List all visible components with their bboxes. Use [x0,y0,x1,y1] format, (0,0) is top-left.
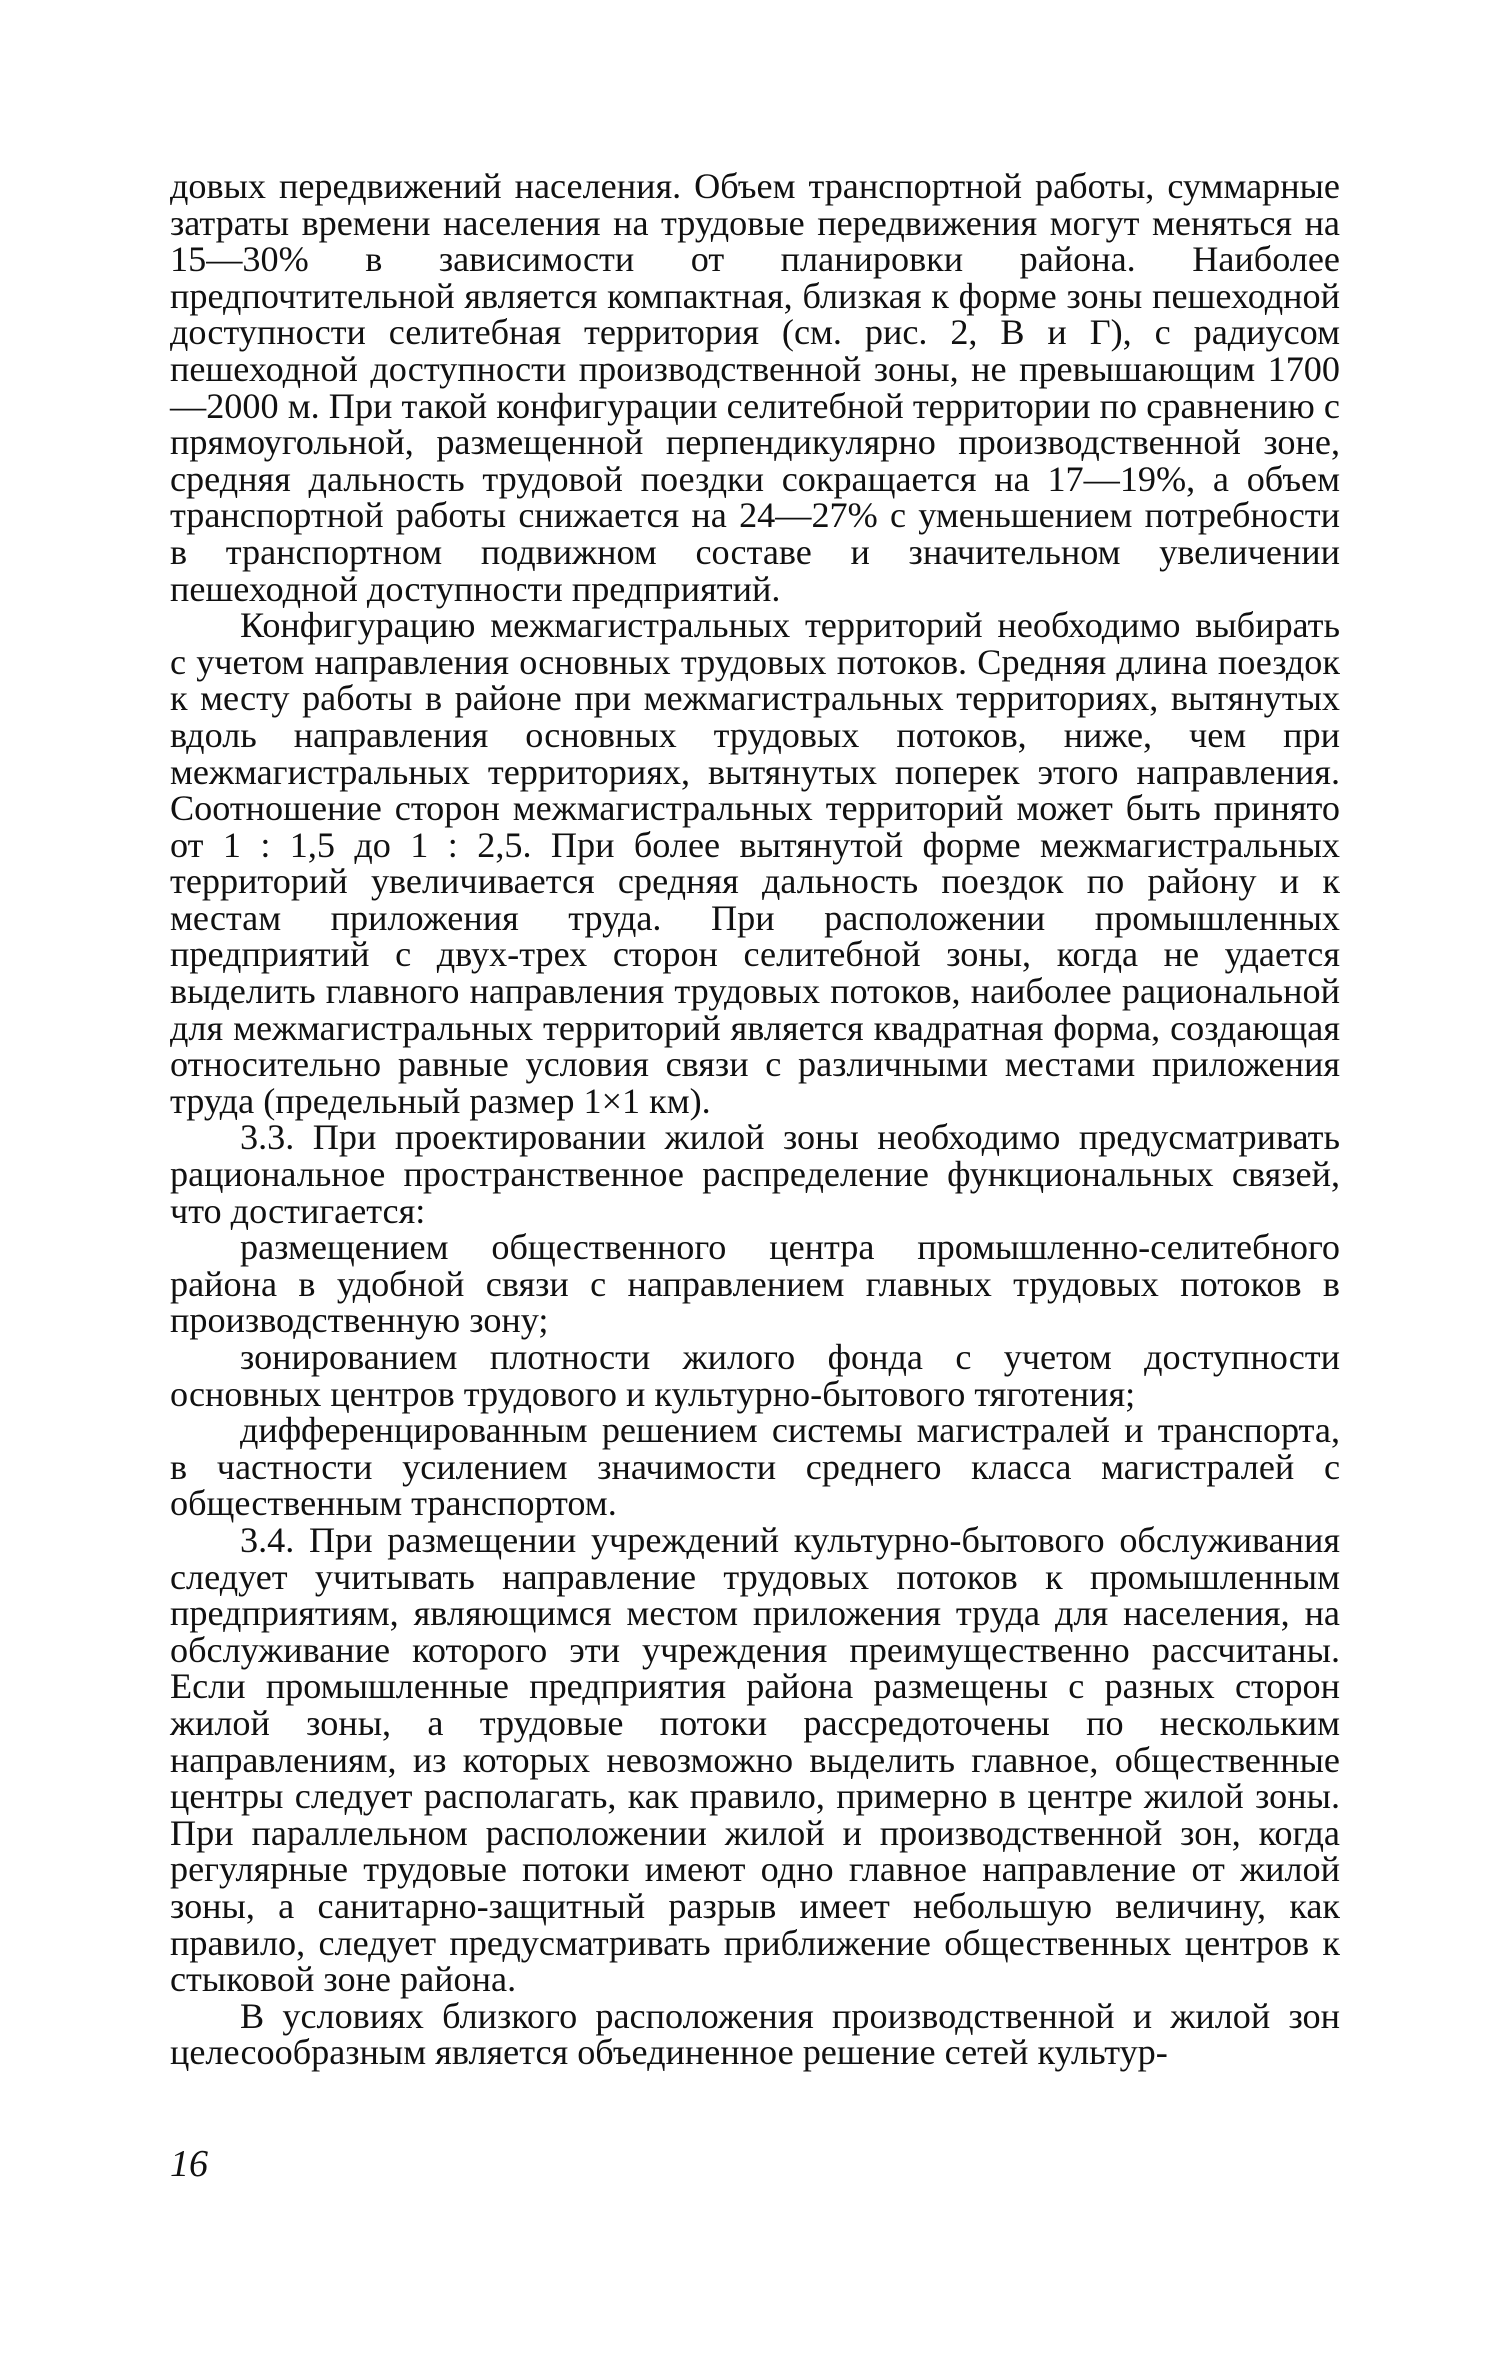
paragraph-text: При проектировании жилой зоны необходимо предусматривать рациональное пространственное распределение функциональных связей, что достигается: [170,1117,1341,1231]
paragraph-text: размещением общественного центра промышленно-селитебного района в удобной связи с направлением главных трудовых потоков в производственную зону; [170,1227,1340,1341]
paragraph-text: В условиях близкого расположения производственной и жилой зон целесообразным является объединенное решение сетей культур- [170,1995,1340,2073]
paragraph-section-3-4 [170,1519,1340,2000]
paragraph-text: Конфигурацию межмагистральных территорий необходимо выбирать с учетом направления основных трудовых потоков. Средняя длина поездок к месту работы в районе при межмагистральных территориях, вытянутых вдоль направления основных трудовых потоков, ниже, чем при межмагистральных территориях, вытянутых поперек этого направления. Соотношение сторон межмагистральных территорий может быть принято от 1 : 1,5 до 1 : 2,5. При более вытянутой форме межмагистральных территорий увеличивается средняя дальность поездок по району и к местам приложения труда. При расположении промышленных предприятий с двух-трех сторон селитебной зоны, когда не удается выделить главного направления трудовых потоков, наиболее рациональной для межмагистральных территорий является квадратная форма, создающая относительно равные условия связи с различными местами приложения труда (предельный размер 1×1 км). [170,605,1340,1121]
section-number: 3.4. [240,1519,295,1560]
paragraph-2 [170,607,1340,1119]
paragraph-text: довых передвижений населения. Объем транспортной работы, суммарные затраты времени населения на трудовые передвижения могут меняться на 15—30% в зависимости от планировки района. Наиболее предпочтительной является компактная, близкая к форме зоны пешеходной доступности селитебная территория (см. рис. 2, В и Г), с радиусом пешеходной доступности производственной зоны, не превышающим 1700—2000 м. При такой конфигурации селитебной территории по сравнению с прямоугольной, размещенной перпендикулярно производственной зоне, средняя дальность трудовой поездки сокращается на 17—19%, а объем транспортной работы снижается на 24—27% с уменьшением потребности в транспортном подвижном составе и значительном увеличении пешеходной доступности предприятий. [170,166,1340,609]
paragraph-1 [170,168,1340,607]
paragraph-section-3-3 [170,1119,1340,1229]
list-item-1 [170,1229,1340,1339]
paragraph-text: зонированием плотности жилого фонда с учетом доступности основных центров трудового и культурно-бытового тяготения; [170,1337,1340,1414]
list-item-3 [170,1412,1340,1522]
paragraph-text: дифференцированным решением системы магистралей и транспорта, в частности усилением значимости среднего класса магистралей с общественным транспортом. [170,1410,1340,1524]
document-page [170,168,1340,2071]
paragraph-text: При размещении учреждений культурно-бытового обслуживания следует учитывать направление трудовых потоков к промышленным предприятиям, являющимся местом приложения труда для населения, на обслуживание которого эти учреждения преимущественно рассчитаны. Если промышленные предприятия района размещены с разных сторон жилой зоны, а трудовые потоки рассредоточены по нескольким направлениям, из которых невозможно выделить главное, общественные центры следует располагать, как правило, примерно в центре жилой зоны. При параллельном расположении жилой и производственной зон, когда регулярные трудовые потоки имеют одно главное направление от жилой зоны, а санитарно-защитный разрыв имеет небольшую величину, как правило, следует предусматривать приближение общественных центров к стыковой зоне района. [170,1519,1340,2000]
list-item-2 [170,1339,1340,1412]
section-number: 3.3. [240,1117,295,1158]
page-number: 16 [170,2143,208,2185]
paragraph-final [170,1995,1340,2073]
